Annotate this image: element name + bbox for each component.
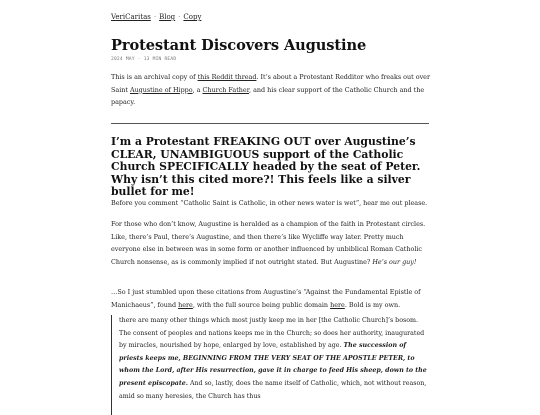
intro-text: This is an archival copy of: [111, 73, 198, 81]
church-father-link[interactable]: Church Father: [202, 85, 250, 94]
reddit-thread-link[interactable]: this Reddit thread: [197, 73, 257, 81]
emphasis-text: He’s our guy!: [372, 257, 417, 266]
source-link[interactable]: here: [330, 300, 345, 309]
nav-copy-link[interactable]: Copy: [183, 13, 202, 21]
paragraph-text: For those who don’t know, Augustine is heralded as a champion of the faith in Protestant circles. Like, there’s Paul, there’s Augustine, and then there’s like Wycliffe way later. Pretty much everyone else in between was in some form or another influenced by unbiblical Roman Catholic Church nonsense, as is commonly implied if not outright stated. But Augustine?: [111, 220, 426, 266]
quote-text: [119, 315, 429, 403]
post-meta: [111, 57, 431, 62]
site-nav: [111, 13, 201, 21]
paragraph-text: . Bold is my own.: [344, 300, 401, 309]
blockquote: [111, 315, 429, 415]
body-paragraph-2: [111, 218, 431, 268]
intro-text: . It’s about a Protestant Redditor who freaks out over Saint: [111, 73, 431, 94]
post-date: 2024 MAY: [111, 57, 135, 62]
meta-separator: ·: [137, 57, 141, 62]
intro-paragraph: [111, 71, 431, 109]
quote-plain: And so, lastly, does the name itself of Catholic, which, not without reason, amid so many heresies, the Church has thus: [119, 379, 427, 400]
intro-text: , a: [192, 85, 203, 94]
nav-separator: ·: [153, 13, 157, 21]
post-heading: I’m a Protestant FREAKING OUT over Augustine’s CLEAR, UNAMBIGUOUS support of the Catholic Church SPECIFICALLY headed by the seat of Peter. Why isn’t this cited more?! This feels like a silver bullet for me!: [111, 135, 421, 199]
augustine-link[interactable]: Augustine of Hippo: [129, 85, 193, 94]
intro-text: , and his clear support of the Catholic Church and the papacy.: [111, 85, 425, 107]
quote-bold: The succession of priests keeps me, BEGINNING FROM THE VERY SEAT OF THE APOSTLE PETER, to whom the Lord, after His resurrection, gave it in charge to feed His sheep, down to the present episcopate.: [119, 342, 427, 387]
body-paragraph-3: [111, 286, 431, 311]
page-title: Protestant Discovers Augustine: [111, 37, 367, 54]
nav-site-link[interactable]: VeriCaritas: [111, 13, 151, 21]
paragraph-text: …So I just stumbled upon these citations from Augustine’s “Against the Fundamental Epistle of Manichaeus”, found: [111, 288, 421, 309]
nav-blog-link[interactable]: Blog: [159, 13, 176, 21]
nav-separator: ·: [178, 13, 181, 21]
quote-plain: there are many other things which most justly keep me in her [the Catholic Church]’s bosom. The consent of peoples and nations keeps me in the Church; so does her authority, inaugurated by miracles, nourished by hope, enlarged by love, established by age.: [119, 317, 425, 350]
body-paragraph-1: Before you comment “Catholic Saint is Catholic, in other news water is wet”, hear me out please.: [111, 199, 428, 207]
post-readtime: 13 MIN READ: [143, 57, 177, 62]
paragraph-text: , with the full source being public domain: [192, 300, 331, 309]
section-divider: [111, 123, 429, 124]
citation-link[interactable]: here: [178, 300, 193, 309]
